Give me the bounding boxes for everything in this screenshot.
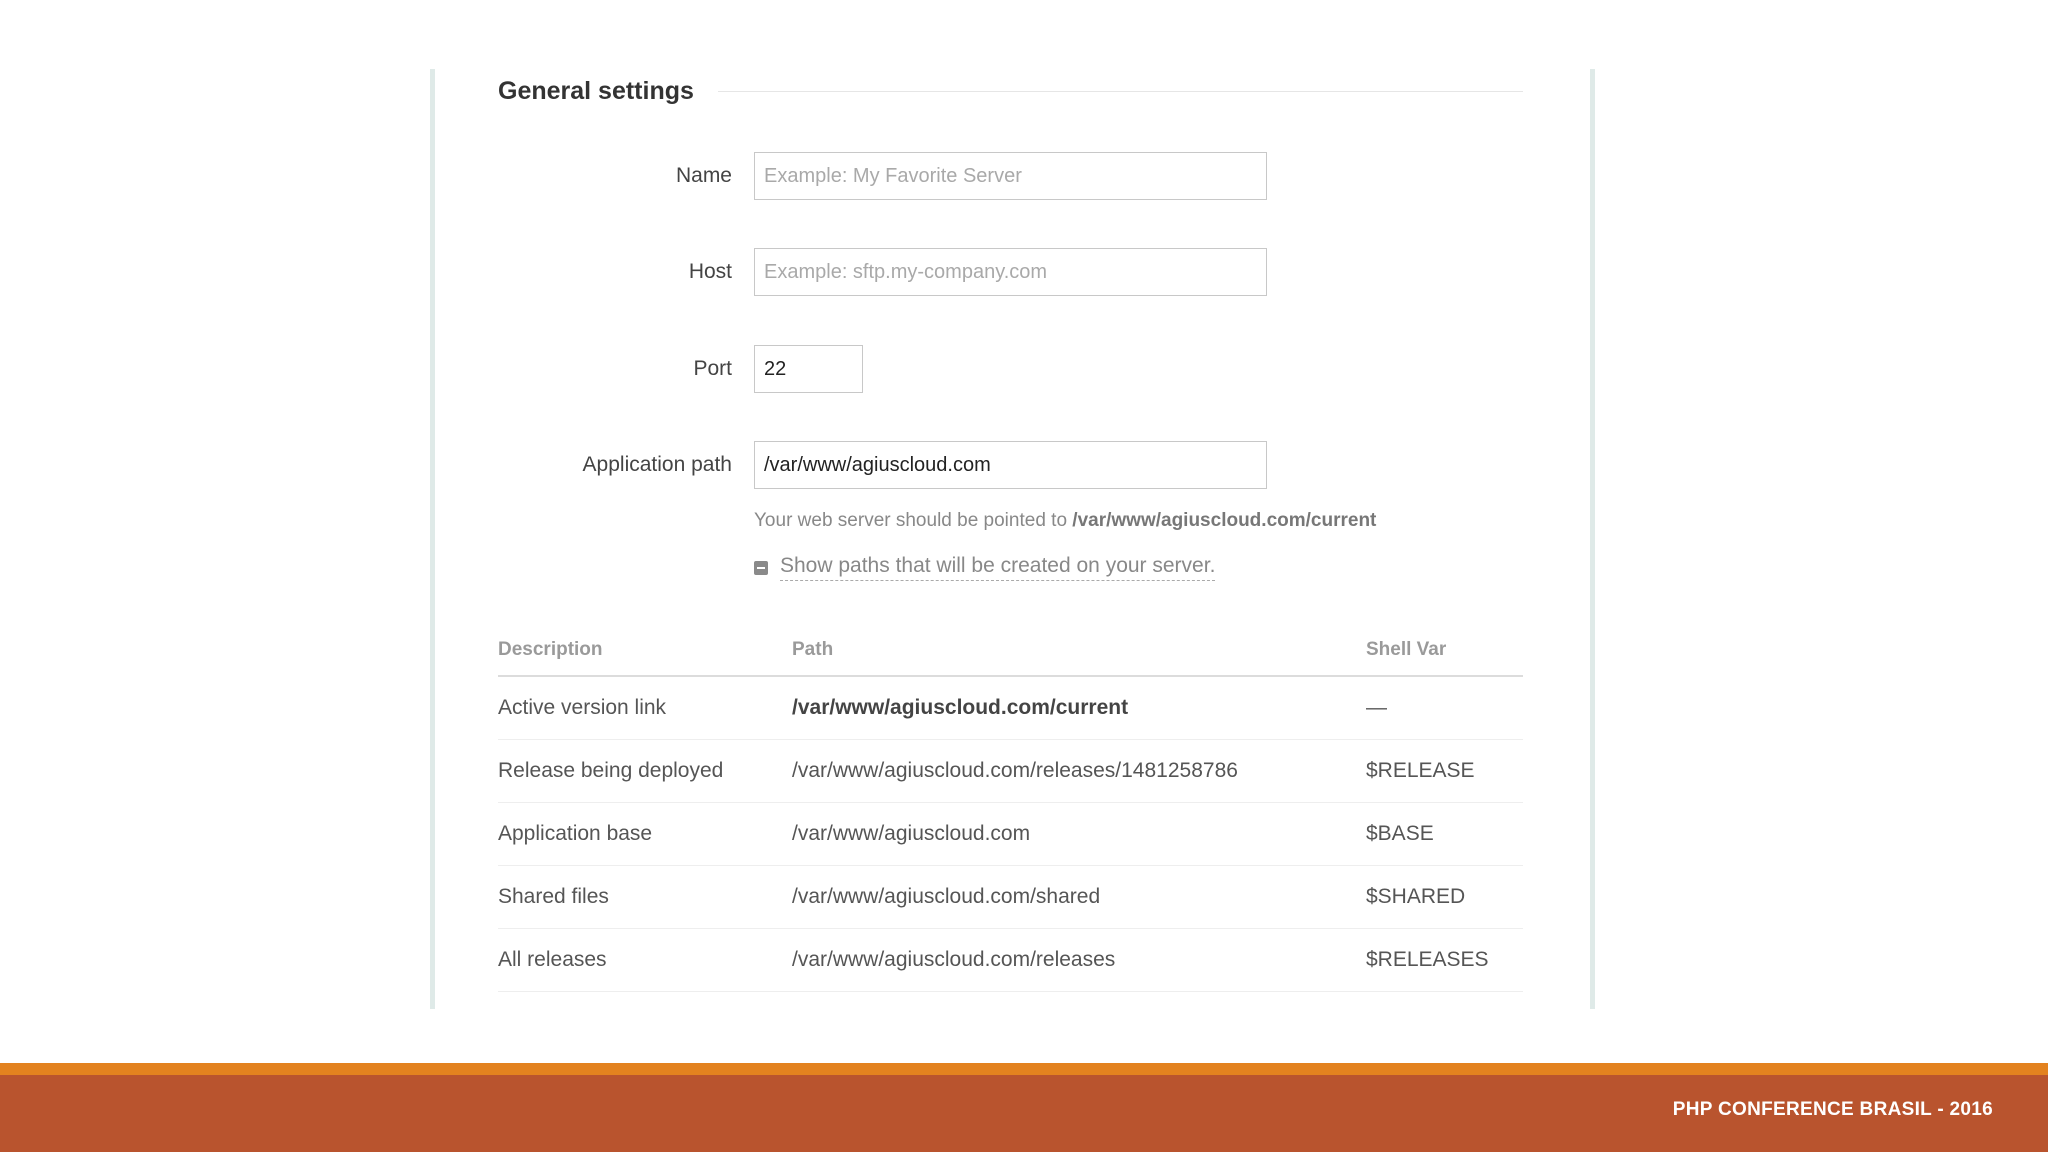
column-header-description: Description [498, 625, 792, 676]
column-header-path: Path [792, 625, 1366, 676]
port-label: Port [693, 357, 732, 380]
row-description: Release being deployed [498, 740, 792, 803]
footer-conference-title: PHP CONFERENCE BRASIL - 2016 [1672, 1099, 1993, 1120]
name-input[interactable] [754, 152, 1267, 200]
row-description: Active version link [498, 676, 792, 740]
row-path: /var/www/agiuscloud.com/current [792, 676, 1366, 740]
row-shell-var: $RELEASE [1366, 740, 1523, 803]
row-description: All releases [498, 929, 792, 992]
section-divider [718, 91, 1523, 92]
row-path: /var/www/agiuscloud.com [792, 803, 1366, 866]
table-header-row [498, 625, 1523, 676]
port-input[interactable] [754, 345, 863, 393]
section-header [498, 74, 1523, 108]
name-label: Name [675, 164, 732, 187]
row-shell-var: $BASE [1366, 803, 1523, 866]
row-path: /var/www/agiuscloud.com/releases [792, 929, 1366, 992]
row-shell-var: — [1366, 676, 1523, 740]
row-description: Application base [498, 803, 792, 866]
row-path: /var/www/agiuscloud.com/releases/1481258786 [792, 740, 1366, 803]
row-shell-var: $RELEASES [1366, 929, 1523, 992]
minus-square-icon [754, 561, 768, 575]
help-prefix: Your web server should be pointed to [754, 510, 1073, 531]
table-row [498, 866, 1523, 929]
application-path-label: Application path [582, 453, 732, 476]
host-label: Host [688, 260, 732, 283]
host-input[interactable] [754, 248, 1267, 296]
table-row [498, 676, 1523, 740]
row-shell-var: $SHARED [1366, 866, 1523, 929]
paths-table [498, 625, 1523, 992]
footer-accent-stripe [0, 1063, 2048, 1075]
table-row [498, 929, 1523, 992]
row-description: Shared files [498, 866, 792, 929]
application-path-input[interactable] [754, 441, 1267, 489]
help-path: /var/www/agiuscloud.com/current [1072, 510, 1377, 531]
column-header-shell-var: Shell Var [1366, 625, 1523, 676]
table-row [498, 740, 1523, 803]
row-path: /var/www/agiuscloud.com/shared [792, 866, 1366, 929]
web-server-help-text [754, 510, 1376, 532]
show-paths-toggle[interactable] [754, 554, 1215, 581]
show-paths-link[interactable]: Show paths that will be created on your server. [780, 554, 1215, 581]
table-row [498, 803, 1523, 866]
section-title: General settings [498, 76, 694, 105]
